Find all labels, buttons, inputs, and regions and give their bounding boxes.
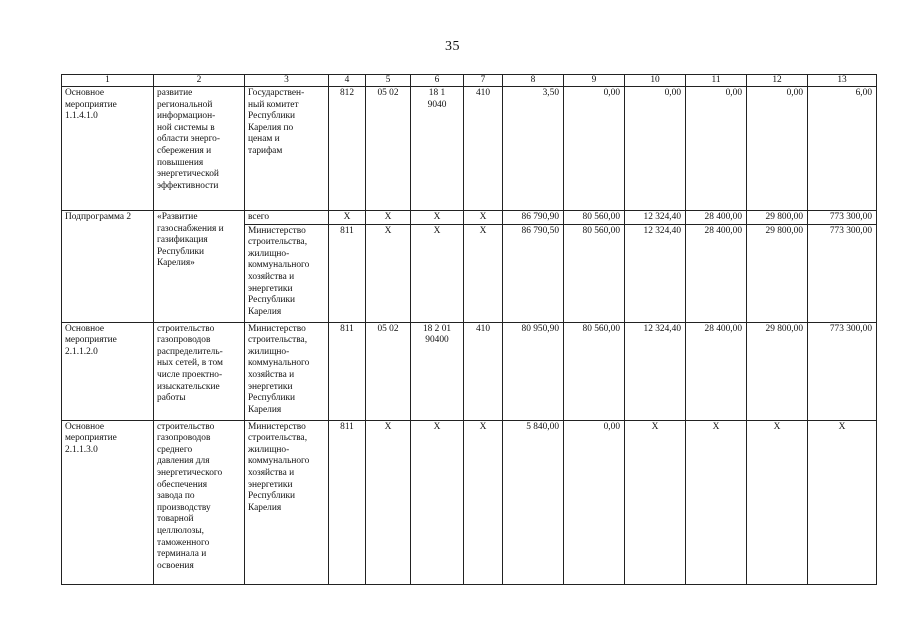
column-number: 8 — [503, 75, 564, 87]
expense-type-cell: 410 — [464, 322, 503, 420]
target-code-cell: Х — [411, 224, 464, 322]
table-row — [62, 211, 877, 225]
table-row — [62, 322, 877, 420]
amount-cell: 12 324,40 — [625, 211, 686, 225]
measure-name-cell: развитие региональной информацион- ной системы в области энерго- сбережения и повышения энергетической эффективности — [154, 87, 245, 211]
amount-cell: 0,00 — [564, 87, 625, 211]
amount-cell: 86 790,50 — [503, 224, 564, 322]
column-number: 12 — [747, 75, 808, 87]
column-number-row — [62, 75, 877, 87]
column-number: 5 — [366, 75, 411, 87]
amount-cell: 0,00 — [747, 87, 808, 211]
target-code-cell: 18 1 9040 — [411, 87, 464, 211]
column-number: 2 — [154, 75, 245, 87]
column-number: 4 — [329, 75, 366, 87]
target-code-cell: Х — [411, 211, 464, 225]
executor-cell: всего — [245, 211, 329, 225]
amount-cell: 28 400,00 — [686, 211, 747, 225]
column-number: 11 — [686, 75, 747, 87]
amount-cell: 0,00 — [686, 87, 747, 211]
amount-cell: 28 400,00 — [686, 224, 747, 322]
amount-cell: 86 790,90 — [503, 211, 564, 225]
grbs-code-cell: Х — [329, 211, 366, 225]
table-row — [62, 420, 877, 584]
amount-cell: 80 560,00 — [564, 224, 625, 322]
grbs-code-cell: 811 — [329, 420, 366, 584]
amount-cell: Х — [686, 420, 747, 584]
column-number: 13 — [808, 75, 877, 87]
table-row — [62, 87, 877, 211]
section-code-cell: Х — [366, 420, 411, 584]
column-number: 1 — [62, 75, 154, 87]
amount-cell: 12 324,40 — [625, 322, 686, 420]
amount-cell: 29 800,00 — [747, 224, 808, 322]
expense-type-cell: Х — [464, 224, 503, 322]
column-number: 6 — [411, 75, 464, 87]
amount-cell: 29 800,00 — [747, 322, 808, 420]
budget-table — [61, 74, 877, 585]
amount-cell: 0,00 — [564, 420, 625, 584]
amount-cell: 0,00 — [625, 87, 686, 211]
amount-cell: 80 560,00 — [564, 211, 625, 225]
amount-cell: 80 560,00 — [564, 322, 625, 420]
grbs-code-cell: 811 — [329, 322, 366, 420]
amount-cell: 29 800,00 — [747, 211, 808, 225]
measure-name-cell: строительство газопроводов распределитель- ных сетей, в том числе проектно- изыскательские работы — [154, 322, 245, 420]
subprogram-name-cell: «Развитие газоснабжения и газификация Республики Карелия» — [154, 211, 245, 323]
amount-cell: 28 400,00 — [686, 322, 747, 420]
section-code-cell: Х — [366, 224, 411, 322]
expense-type-cell: 410 — [464, 87, 503, 211]
executor-cell: Министерство строительства, жилищно- коммунального хозяйства и энергетики Республики Карелия — [245, 224, 329, 322]
grbs-code-cell: 811 — [329, 224, 366, 322]
page-number: 35 — [445, 39, 460, 54]
measure-type-cell: Основное мероприятие 2.1.1.3.0 — [62, 420, 154, 584]
section-code-cell: 05 02 — [366, 87, 411, 211]
section-code-cell: Х — [366, 211, 411, 225]
amount-cell: Х — [747, 420, 808, 584]
measure-type-cell: Основное мероприятие 1.1.4.1.0 — [62, 87, 154, 211]
amount-cell: Х — [625, 420, 686, 584]
expense-type-cell: Х — [464, 420, 503, 584]
subprogram-type-cell: Подпрограмма 2 — [62, 211, 154, 323]
amount-cell: Х — [808, 420, 877, 584]
amount-cell: 12 324,40 — [625, 224, 686, 322]
amount-cell: 773 300,00 — [808, 224, 877, 322]
amount-cell: 5 840,00 — [503, 420, 564, 584]
target-code-cell: 18 2 01 90400 — [411, 322, 464, 420]
column-number: 10 — [625, 75, 686, 87]
executor-cell: Государствен- ный комитет Республики Карелия по ценам и тарифам — [245, 87, 329, 211]
executor-cell: Министерство строительства, жилищно- коммунального хозяйства и энергетики Республики Карелия — [245, 322, 329, 420]
target-code-cell: Х — [411, 420, 464, 584]
grbs-code-cell: 812 — [329, 87, 366, 211]
expense-type-cell: Х — [464, 211, 503, 225]
amount-cell: 80 950,90 — [503, 322, 564, 420]
measure-type-cell: Основное мероприятие 2.1.1.2.0 — [62, 322, 154, 420]
executor-cell: Министерство строительства, жилищно- коммунального хозяйства и энергетики Республики Карелия — [245, 420, 329, 584]
amount-cell: 6,00 — [808, 87, 877, 211]
measure-name-cell: строительство газопроводов среднего давления для энергетического обеспечения завода по производству товарной целлюлозы, таможенного терминала и освоения — [154, 420, 245, 584]
section-code-cell: 05 02 — [366, 322, 411, 420]
amount-cell: 773 300,00 — [808, 322, 877, 420]
column-number: 3 — [245, 75, 329, 87]
column-number: 9 — [564, 75, 625, 87]
amount-cell: 3,50 — [503, 87, 564, 211]
amount-cell: 773 300,00 — [808, 211, 877, 225]
column-number: 7 — [464, 75, 503, 87]
